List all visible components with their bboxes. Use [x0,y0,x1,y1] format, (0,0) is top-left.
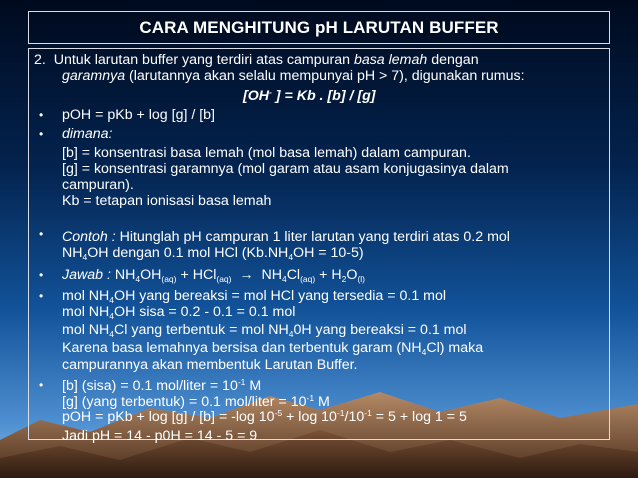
chem: NH [261,267,282,283]
calc-line-5: campurannya akan membentuk Larutan Buffer. [62,357,358,373]
calc-text: Cl yang terbentuk = mol NH [114,322,289,338]
intro-text: Untuk larutan buffer yang terdiri atas campuran [53,52,354,68]
title-box [28,11,610,44]
chem-sub: 4 [288,329,294,339]
chem: H [331,267,342,283]
bullet: • [39,378,44,392]
calc-text: OH sisa = 0.2 - 0.1 = 0.1 mol [114,304,296,320]
chem: NH [62,245,83,261]
exponent: -1 [306,393,315,403]
chem: NH [114,267,136,283]
chem-sub: 2 [341,274,347,284]
slide-title: CARA MENGHITUNG pH LARUTAN BUFFER [139,17,499,37]
bullet: • [39,268,44,282]
final-text: [b] (sisa) = 0.1 mol/liter = 10 [62,378,238,394]
calc-text: 0H yang bereaksi = 0.1 mol [293,322,467,338]
formula-part: [OH [243,88,270,104]
intro-italic-garamnya: garamnya [62,68,126,84]
chem-state: (aq) [216,274,232,284]
dimana-label: dimana: [62,126,113,142]
dimana-line: Kb = tetapan ionisasi basa lemah [62,193,272,209]
calc-text: Karena basa lemahnya bersisa dan terbentuk garam (NH [62,340,422,356]
calc-line-2 [62,304,295,320]
contoh-label: Contoh : [62,229,116,245]
formula-part: ] = Kb . [b] / [g] [271,88,376,104]
chem: HCl [192,267,217,283]
chem-sub: 4 [109,329,115,339]
final-text: /10 [344,409,365,425]
final-text: + log 10 [282,409,337,425]
final-text: [g] (yang terbentuk) = 0.1 mol/liter = 10 [62,394,307,410]
contoh-text: Hitunglah pH campuran 1 liter larutan yang terdiri atas 0.2 mol [115,229,510,245]
calc-text: OH yang bereaksi = mol HCl yang tersedia = 0.1 mol [114,288,447,304]
chem-sub: 4 [82,252,88,262]
calc-text: mol NH [62,288,110,304]
calc-text: Cl) maka [426,340,484,356]
chem-plus: + [180,267,189,283]
exponent: -1 [237,377,246,387]
chem: O [346,267,358,283]
chem-sub: 4 [135,274,141,284]
exponent: -1 [364,408,372,418]
formula-superscript: - [269,87,272,97]
poh-formula: pOH = pKb + log [g] / [b] [62,107,216,123]
intro-number: 2. [34,52,46,68]
chem-state: (aq) [161,274,177,284]
calc-text: mol NH [62,322,110,338]
final-text: pOH = pKb + log [g] / [b] = -log 10 [62,409,275,425]
calc-text: mol NH [62,304,110,320]
jawab-label: Jawab : [62,267,111,283]
final-line-1 [62,378,261,394]
intro-text-end: dengan [427,52,479,68]
chem-sub: 4 [288,252,294,262]
dimana-line: [b] = konsentrasi basa lemah (mol basa lemah) dalam campuran. [62,145,471,161]
bullet: • [39,108,44,122]
final-line-3 [62,409,467,425]
final-text: M [245,378,262,394]
intro-italic-basa-lemah: basa lemah [353,52,428,68]
jawab-reaction [62,267,365,283]
dimana-line: [g] = konsentrasi garamnya (mol garam atau asam konjugasinya dalam [62,161,509,177]
intro-line-1 [34,52,479,68]
calc-line-3 [62,322,467,338]
chem-sub: 4 [109,295,115,305]
bullet: • [39,227,44,241]
chem: OH dengan 0.1 mol HCl (Kb.NH [87,245,289,261]
chem-state: (aq) [300,274,316,284]
intro-text-2: (larutannya akan selalu mempunyai pH > 7), digunakan rumus: [125,68,525,84]
bullet: • [39,127,44,141]
chem-state: (l) [357,274,366,284]
exponent: -5 [274,408,283,418]
intro-line-2 [62,68,525,84]
chem-plus: + [319,267,328,283]
final-text: M [314,394,330,410]
chem: OH = 10-5) [293,245,364,261]
dimana-line: campuran). [62,177,134,193]
bullet: • [39,289,44,303]
final-text: = 5 + log 1 = 5 [371,409,467,425]
calc-line-1 [62,288,446,304]
chem: Cl [286,267,301,283]
contoh-line-2 [62,245,364,261]
final-line-2 [62,394,330,410]
final-answer: Jadi pH = 14 - p0H = 14 - 5 = 9 [62,428,258,444]
reaction-arrow-icon: → [239,267,254,283]
chem-sub: 4 [421,347,427,357]
exponent: -1 [336,408,345,418]
chem-sub: 4 [109,311,115,321]
formula-oh [243,88,376,104]
calc-line-4 [62,340,483,356]
contoh-line-1 [62,229,510,245]
chem-sub: 4 [281,274,287,284]
chem: OH [140,267,162,283]
